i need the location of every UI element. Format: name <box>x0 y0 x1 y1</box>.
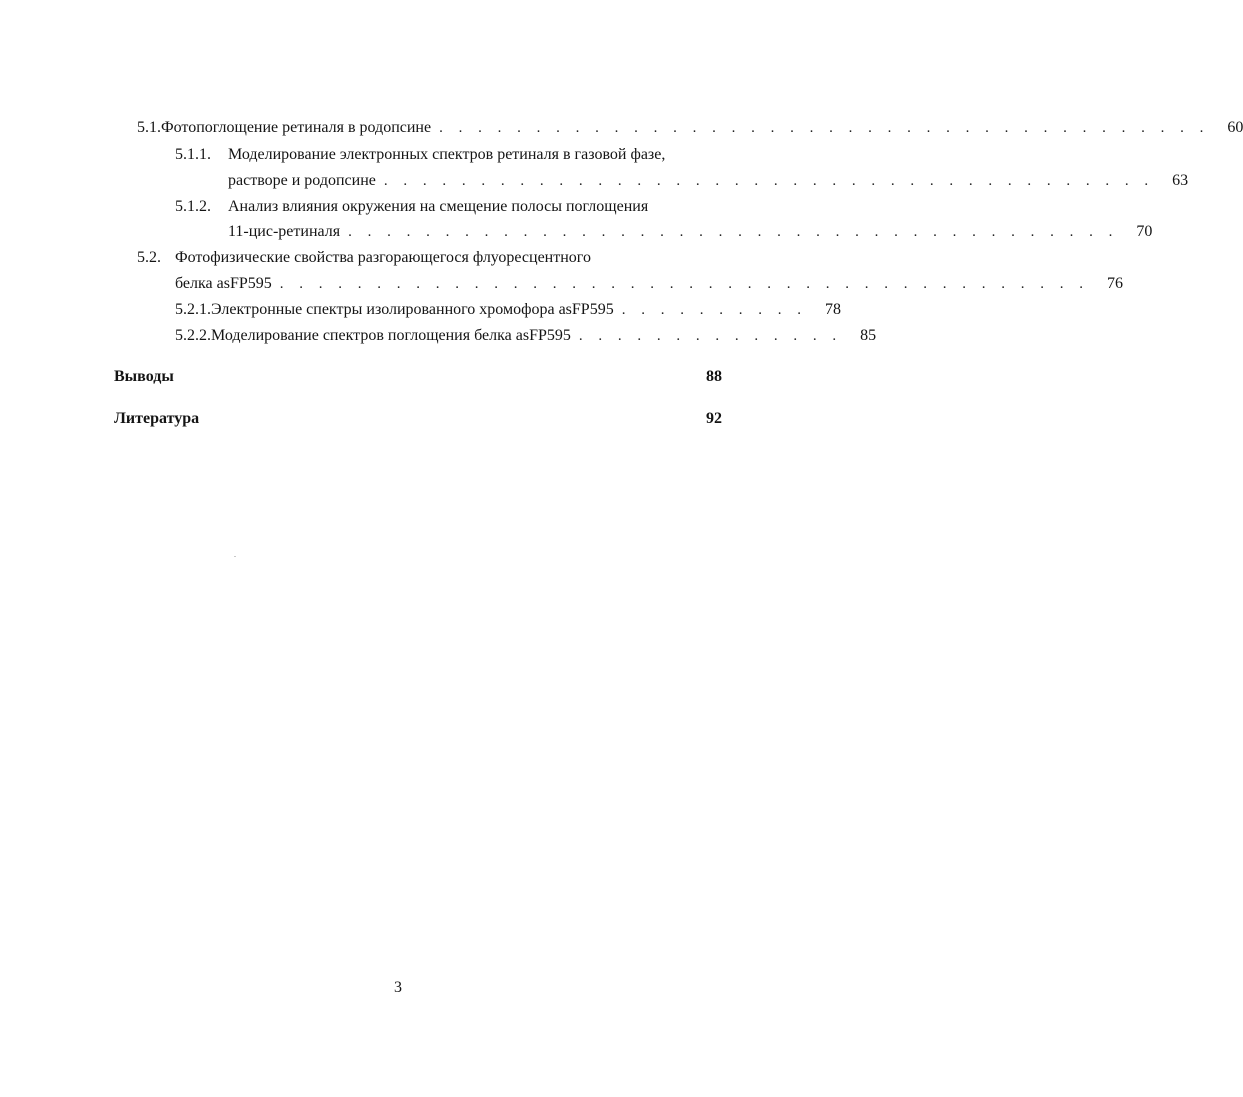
section-title-line2: белка asFP595 <box>175 275 272 292</box>
chapter-title: Выводы <box>114 368 174 385</box>
toc-entry-5-1 <box>137 118 1243 138</box>
page-number: 78 <box>824 301 841 318</box>
page-number: 63 <box>1172 172 1189 189</box>
footer-page-number: 3 <box>394 979 402 996</box>
page-number: 76 <box>1107 275 1124 292</box>
toc-entry-5-1-1 <box>175 145 722 165</box>
section-title-line2: 11-цис-ретиналя <box>228 223 341 240</box>
dot-leader: . . . . . . . . . . . . . . . . . . . . . . . . . . . . . . . . . . . . . . . . . . <box>279 276 1090 292</box>
toc-entry-5-1-2-cont <box>228 222 1153 242</box>
toc-entry-5-1-2 <box>175 197 722 217</box>
dot-leader: . . . . . . . . . . . . . . <box>578 328 843 344</box>
section-title: Моделирование спектров поглощения белка asFP595 <box>211 327 571 344</box>
toc-entry-5-2-cont <box>175 274 1124 294</box>
toc-entry-5-1-1-cont <box>228 171 1189 191</box>
section-title-line1: Фотофизические свойства разгорающегося флуоресцентного <box>175 249 591 266</box>
section-title-line1: Моделирование электронных спектров ретиналя в газовой фазе, <box>228 146 666 163</box>
section-title-line1: Анализ влияния окружения на смещение полосы поглощения <box>228 198 649 215</box>
section-number: 5.1. <box>137 119 161 136</box>
section-number: 5.1.1. <box>175 146 211 163</box>
dot-leader: . . . . . . . . . . . . . . . . . . . . . . . . . . . . . . . . . . . . . . . . <box>383 173 1155 189</box>
dot-leader: . . . . . . . . . . . . . . . . . . . . . . . . . . . . . . . . . . . . . . . . <box>439 120 1210 136</box>
section-title-line2: растворе и родопсине <box>228 172 376 189</box>
section-number: 5.2.1. <box>175 301 211 318</box>
scan-speck <box>234 556 236 557</box>
section-number: 5.1.2. <box>175 198 211 215</box>
dot-leader: . . . . . . . . . . . . . . . . . . . . . . . . . . . . . . . . . . . . . . . . <box>348 224 1119 240</box>
toc-entry-5-2-1 <box>175 300 841 320</box>
page-number: 92 <box>706 410 722 427</box>
section-title: Электронные спектры изолированного хромофора asFP595 <box>211 301 614 318</box>
toc-entry-5-2 <box>137 248 722 268</box>
chapter-title: Литература <box>114 410 200 427</box>
page-number: 85 <box>860 327 877 344</box>
page-number: 88 <box>706 368 722 385</box>
dot-leader: . . . . . . . . . . <box>621 302 807 318</box>
toc-entry-conclusions <box>114 367 722 387</box>
section-number: 5.2. <box>137 249 161 266</box>
toc-entry-5-2-2 <box>175 326 877 346</box>
page-number: 60 <box>1227 119 1243 136</box>
section-number: 5.2.2. <box>175 327 211 344</box>
toc-entry-references <box>114 409 722 429</box>
page-number: 70 <box>1136 223 1153 240</box>
section-title: Фотопоглощение ретиналя в родопсине <box>161 119 432 136</box>
